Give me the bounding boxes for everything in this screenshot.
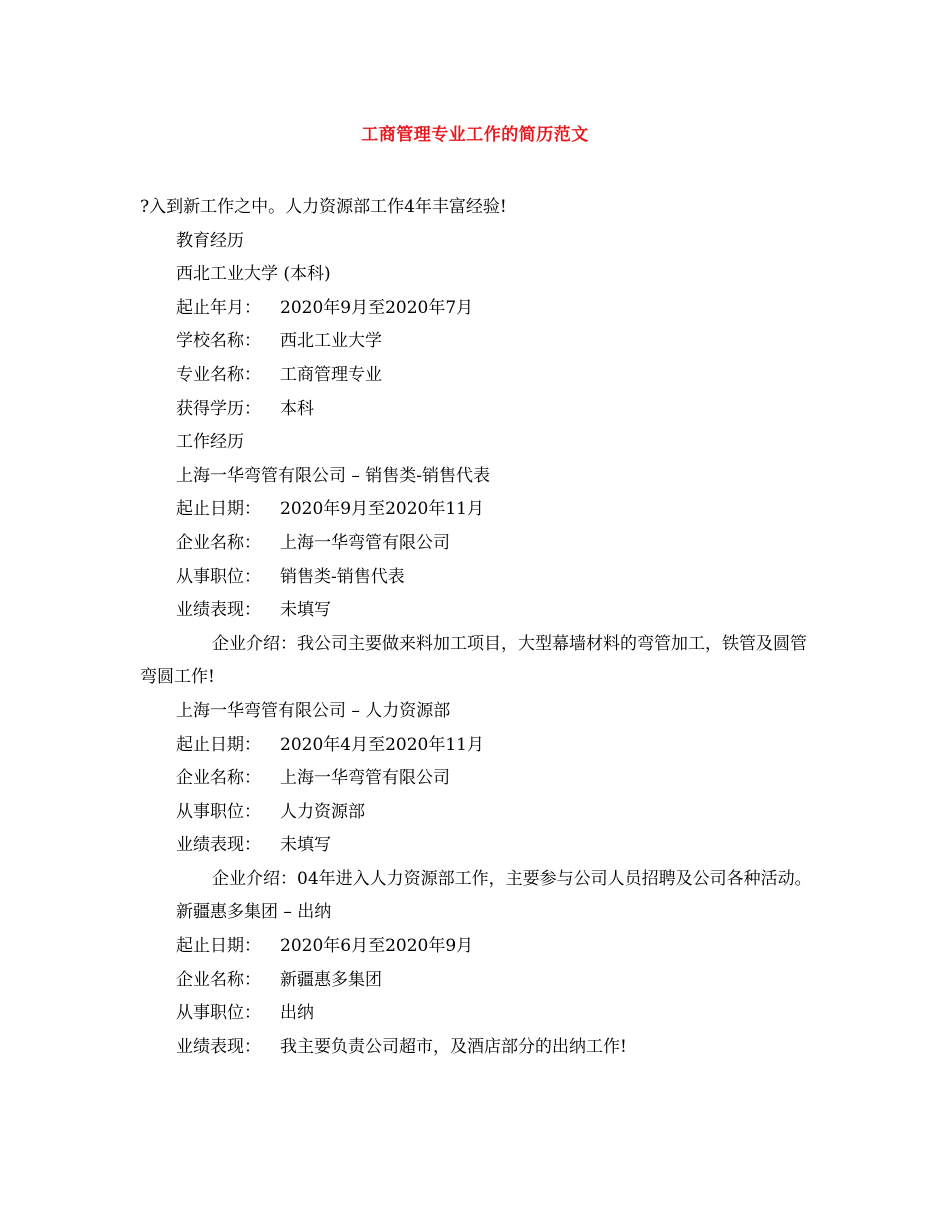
field-value: 2020年6月至2020年9月 xyxy=(280,936,474,957)
field-label: 专业名称： xyxy=(176,364,261,385)
field-label: 企业介绍： xyxy=(212,868,297,889)
job-header: 上海一华弯管有限公司 – 人力资源部 xyxy=(176,700,451,721)
job-period-row xyxy=(140,493,820,527)
job-intro-row xyxy=(140,628,820,695)
field-value: 我公司主要做来料加工项目，大型幕墙材料的弯管加工，铁管及圆管弯圆工作! xyxy=(140,633,807,688)
field-label: 企业名称： xyxy=(176,532,261,553)
field-label: 起止日期： xyxy=(176,499,261,520)
job-header: 新疆惠多集团 – 出纳 xyxy=(176,902,332,923)
field-value: 出纳 xyxy=(280,1003,314,1024)
field-value: 工商管理专业 xyxy=(280,364,382,385)
job-header: 上海一华弯管有限公司 – 销售类-销售代表 xyxy=(176,465,491,486)
job-position-row xyxy=(140,796,820,830)
field-value: 西北工业大学 xyxy=(280,331,382,352)
field-label: 从事职位： xyxy=(176,566,261,587)
field-value: 2020年9月至2020年11月 xyxy=(280,499,484,520)
education-major-row xyxy=(140,359,820,393)
field-label: 从事职位： xyxy=(176,801,261,822)
resume-body xyxy=(140,191,820,1064)
field-label: 起止日期： xyxy=(176,734,261,755)
field-value: 2020年9月至2020年7月 xyxy=(280,297,474,318)
document-title: 工商管理专业工作的简历范文 xyxy=(361,125,589,145)
job-company-row xyxy=(140,964,820,998)
job-intro-row xyxy=(140,863,820,897)
field-value: 本科 xyxy=(280,398,314,419)
job-period-row xyxy=(140,729,820,763)
field-value: 人力资源部 xyxy=(280,801,365,822)
field-label: 起止日期： xyxy=(176,936,261,957)
field-label: 起止年月： xyxy=(176,297,261,318)
field-label: 业绩表现： xyxy=(176,1036,261,1057)
job-performance-row xyxy=(140,594,820,628)
field-value: 未填写 xyxy=(280,600,331,621)
field-value: 新疆惠多集团 xyxy=(280,969,382,990)
field-label: 企业名称： xyxy=(176,768,261,789)
job-company-row xyxy=(140,762,820,796)
field-value: 未填写 xyxy=(280,835,331,856)
job-period-row xyxy=(140,930,820,964)
field-value: 我主要负责公司超市，及酒店部分的出纳工作! xyxy=(280,1036,627,1057)
education-school-row xyxy=(140,325,820,359)
work-heading: 工作经历 xyxy=(176,432,244,453)
education-period-row xyxy=(140,292,820,326)
field-value: 上海一华弯管有限公司 xyxy=(280,532,450,553)
field-label: 获得学历： xyxy=(176,398,261,419)
education-degree-row xyxy=(140,393,820,427)
job-company-row xyxy=(140,527,820,561)
job-performance-row xyxy=(140,829,820,863)
field-label: 企业名称： xyxy=(176,969,261,990)
field-label: 学校名称： xyxy=(176,331,261,352)
intro-line: ?入到新工作之中。人力资源部工作4年丰富经验! xyxy=(140,197,507,217)
field-value: 上海一华弯管有限公司 xyxy=(280,768,450,789)
field-label: 业绩表现： xyxy=(176,600,261,621)
job-performance-row xyxy=(140,1031,820,1065)
field-value: 04年进入人力资源部工作，主要参与公司人员招聘及公司各种活动。 xyxy=(297,868,812,889)
education-school-line: 西北工业大学 (本科) xyxy=(176,264,331,285)
job-position-row xyxy=(140,997,820,1031)
field-value: 销售类-销售代表 xyxy=(280,566,405,587)
field-label: 企业介绍： xyxy=(212,633,297,654)
field-label: 业绩表现： xyxy=(176,835,261,856)
field-label: 从事职位： xyxy=(176,1003,261,1024)
field-value: 2020年4月至2020年11月 xyxy=(280,734,484,755)
education-heading: 教育经历 xyxy=(176,230,244,251)
job-position-row xyxy=(140,561,820,595)
